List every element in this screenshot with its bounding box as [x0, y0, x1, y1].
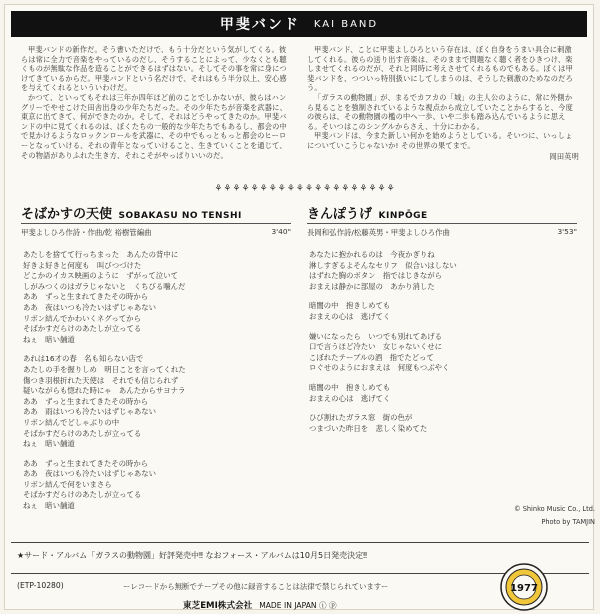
lyric-line: 淋しすぎるよそんなセリフ 似合いはしない: [309, 260, 457, 270]
duration: 3'53": [557, 227, 577, 236]
song-title-jp: きんぽうげ: [307, 207, 373, 222]
lyric-line: おまえの心は 逃げてく: [309, 311, 391, 321]
essay-paragraph: 甲斐バンド、ことに甲斐よしひろという存在は、ぼく自身をうまい具合に刺激してくれる。彼らの送り出す音楽は、そのままで問題なく聴く者をひきつけ、楽しませてくれるのだが、それと同時に考えさせてくれるものでもある。ぼくは甲斐バンドを、つついっ特別扱いにしてしまうのは、そうした刺激のためなのだろう。: [307, 45, 573, 93]
lyrics-kinpoge: [309, 250, 579, 443]
company-name: 東芝EMI株式会社: [183, 601, 253, 611]
lyric-line: おまえの心は 逃げてく: [309, 393, 391, 403]
song-title-en: SOBAKASU NO TENSHI: [118, 211, 242, 221]
lyric-line: そばかすだらけのあたしが立ってる: [23, 490, 142, 500]
lyric-line: ああ ずっと生まれてきたその時から: [23, 458, 149, 468]
essay-paragraph: 甲斐バンドの新作だ。そう書いただけで、もう十分だという気がしてくる。彼らは常に全力で音楽をやっているのだし、そうすることによって、少なくとも聴くものが無駄な作品を造ることができるはずはない。そしてその事を常に身につけてきているからだ。甲斐バンドという名だけで、それはもう半分以上、安心感を与えてくれるといういわけだ。: [21, 45, 287, 93]
lyrics-stanza: [309, 383, 579, 404]
essay-paragraph: かつて、といってもそれは三年か四年ほど前のことでしかないが、彼らはハングリーでやせこけた田舎出身の少年たちだった。その少年たちが音楽を武器に、東京に出てきて、何ができたのか。そして、それはどうやってきたのか。甲斐バンドの中に見てくれるのは、ぼくたちの一般的な少年たちでもあるし、都会の中で見かけるようなロックンロールを武器に、その中でもっともっと都会のヒーローとなっていける、それの青年となっていけること、生きていくことを通じて、その物語がありふれた生き方、それこそがやっぱりいいのだ。: [21, 92, 287, 160]
lyrics-stanza: [23, 250, 293, 345]
essay-paragraph: 「ガラスの動物園」が、まるでカフカの「城」の主人公のように、常に外側から見ることを強制されているような視点から成立していたことからすると、今度の彼らは、その動物園の檻の中へ一歩、いや二歩も踏み込んでいるように思える。そいつはこのシングルからさえ、十分にわかる。: [307, 92, 573, 131]
lyric-line: 嫌いになったら いつでも別れてあげる: [309, 331, 443, 341]
lyric-line: そばかすだらけのあたしが立ってる: [23, 324, 142, 334]
band-name-en: KAI BAND: [313, 18, 379, 30]
lyrics-stanza: [309, 332, 579, 374]
lyric-line: ねぇ 暗い舗道: [23, 334, 75, 344]
lyric-line: リボン結んでどしゃぶりの中: [23, 417, 120, 427]
lyric-line: どこかのイカス映画のように ずがって泣いて: [23, 271, 178, 281]
lyric-line: ねぇ 暗い舗道: [23, 501, 75, 511]
lyric-line: 疑いながらも惚れた時にゃ あんたからサヨナラ: [23, 386, 186, 396]
title-rule: [21, 223, 291, 224]
lyric-line: ねぇ 暗い舗道: [23, 439, 75, 449]
copying-notice: ーレコードから無断でテープその他に録音することは法律で禁じられていますー: [123, 582, 389, 591]
credit-text: 甲斐よしひろ作詩・作曲/乾 裕樹管編曲: [21, 228, 152, 237]
anniversary-badge-icon: [499, 562, 549, 612]
record-company: [183, 599, 337, 611]
lyric-line: ああ ずっと生まれてきたその時から: [23, 292, 149, 302]
essay-signature: 岡田英明: [549, 151, 579, 161]
lyric-line: 好きよ好きと何度も 叫びつづけた: [23, 260, 142, 270]
essay-right-column: [307, 45, 579, 161]
lyrics-stanza: [309, 250, 579, 292]
song-credit: [21, 227, 291, 238]
lyric-line: しがみつくのはガラじゃないと くちびる噛んだ: [23, 281, 186, 291]
lyric-line: ひび割れたガラス窓 街の色が: [309, 413, 413, 423]
lyric-line: おまえは静かに部屋の あかり消した: [309, 281, 435, 291]
song-credit: [307, 227, 577, 238]
song-title-en: KINPŌGE: [378, 211, 428, 221]
catalog-number: (ETP-10280): [17, 581, 64, 590]
band-header: [11, 11, 587, 37]
lyric-line: ああ 雨はいつも冷たいはずじゃあない: [23, 407, 157, 417]
footer-rule: [11, 542, 589, 543]
title-rule: [307, 223, 577, 224]
album-promo: ★サード・アルバム「ガラスの動物園」好評発売中‼ なおフォース・アルバムは10月5日発売決定‼: [17, 551, 367, 560]
song-title-kinpoge: [307, 203, 577, 222]
lyric-line: 口で言うほど冷たい 女じゃないくせに: [309, 342, 443, 352]
lyric-line: こぼれたテーブルの酒 指でたどって: [309, 352, 434, 362]
lyric-line: 暗闇の中 抱きしめても: [309, 301, 391, 311]
song-title-sobakasu: [21, 203, 291, 222]
lyric-line: あたしを捨てて行っちまった あんたの背中に: [23, 250, 179, 259]
lyric-line: あなたに抱かれるのは 今夜かぎりね: [309, 250, 435, 259]
lyric-line: 傷つき羽根折れた天使は それでも信じられず: [23, 375, 179, 385]
lyric-line: そばかすだらけのあたしが立ってる: [23, 428, 142, 438]
photo-credit: Photo by TAMJIN: [541, 518, 595, 526]
lyric-line: ああ 夜はいつも冷たいはずじゃあない: [23, 302, 157, 312]
lyric-line: リボン結んで何をいまさら: [23, 479, 112, 489]
lyrics-stanza: [309, 413, 579, 434]
copyright-notice: © Shinko Music Co., Ltd.: [514, 505, 595, 513]
made-in-japan: MADE IN JAPAN ⓘ ⓟ: [259, 601, 337, 610]
band-name-jp: 甲斐バンド: [219, 17, 300, 33]
duration: 3'40": [271, 227, 291, 236]
lyric-line: ああ ずっと生まれてきたその時から: [23, 396, 149, 406]
credit-text: 長岡和弘作詩/松藤英男・甲斐よしひろ作曲: [307, 228, 450, 237]
lyrics-sobakasu: [23, 250, 293, 521]
lyric-line: つまづいた昨日を 悲しく染めてた: [309, 423, 428, 433]
lyric-line: ああ 夜はいつも冷たいはずじゃあない: [23, 469, 157, 479]
badge-year: 1977: [510, 583, 538, 594]
lyrics-stanza: [23, 354, 293, 449]
lyric-line: 暗闇の中 抱きしめても: [309, 382, 391, 392]
lyric-line: あたしの手を握りしめ 明日ことを言ってくれた: [23, 364, 186, 374]
lyric-sheet: [4, 4, 594, 610]
song-title-jp: そばかすの天使: [21, 207, 113, 222]
essay-paragraph: 甲斐バンドは、今また新しい何かを始めようとしている。そいつに、いっしょについていこうじゃないか! その世界の果てまで。: [307, 131, 573, 150]
essay-left-column: [21, 45, 293, 160]
lyrics-stanza: [23, 459, 293, 512]
lyrics-stanza: [309, 301, 579, 322]
lyric-line: はずれた胸のボタン 指ではじきながら: [309, 271, 443, 281]
ornament-divider: ⚘⚘⚘⚘⚘⚘⚘⚘⚘⚘⚘⚘⚘⚘⚘⚘⚘⚘⚘⚘: [214, 184, 396, 194]
lyric-line: ロぐせのようにおまえは 何度もつぶやく: [309, 363, 450, 373]
lyric-line: リボン結んでかわいくネグってから: [23, 313, 141, 323]
lyric-line: あれは16才の春 名も知らない店で: [23, 354, 144, 364]
